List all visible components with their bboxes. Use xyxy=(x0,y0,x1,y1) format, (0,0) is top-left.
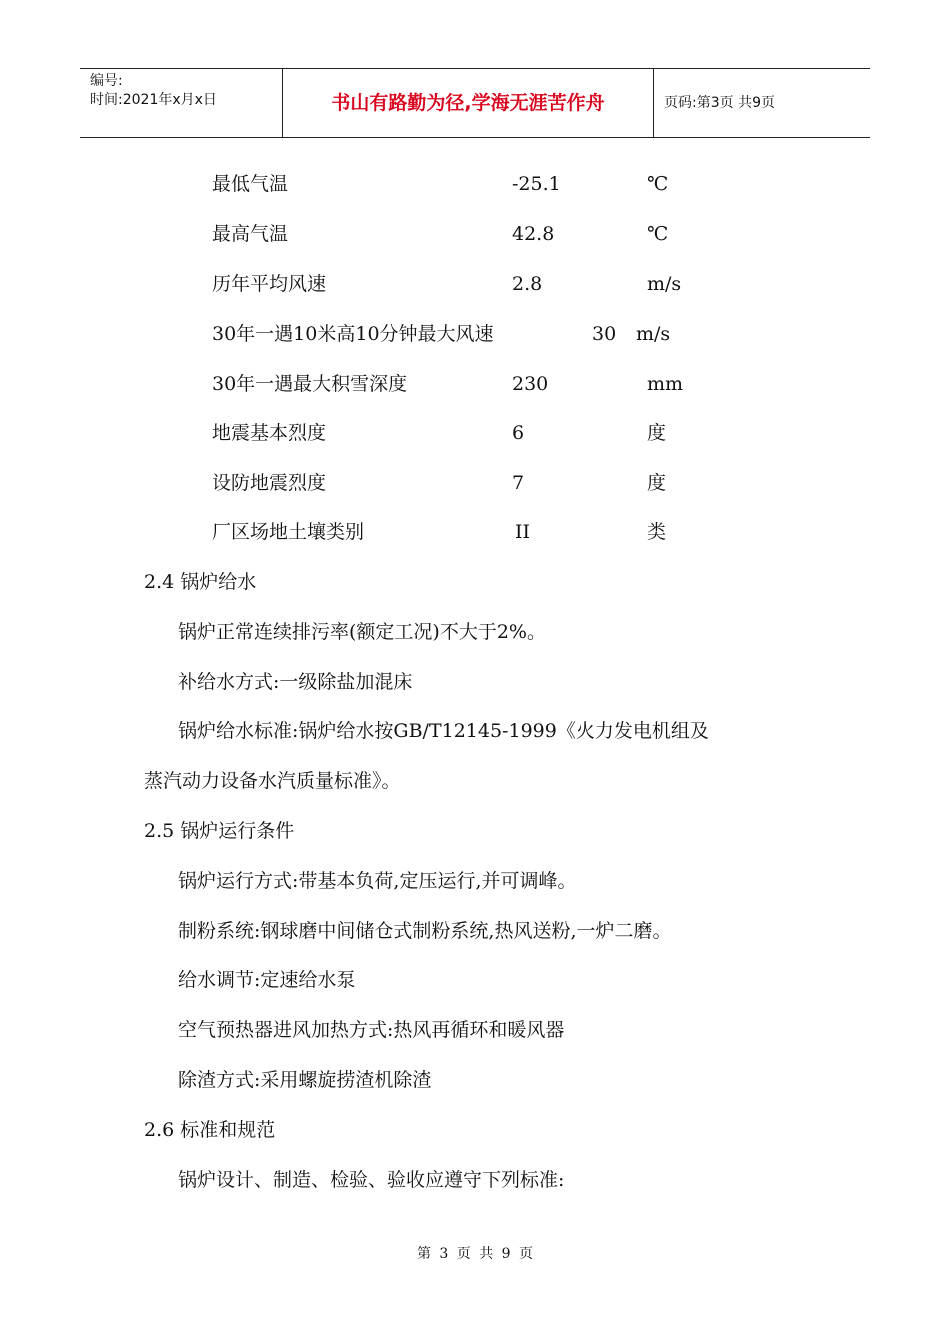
paragraph: 蒸汽动力设备水汽质量标准》。 xyxy=(144,770,401,792)
row-value: -25.1 xyxy=(512,173,561,195)
paragraph: 锅炉设计、制造、检验、验收应遵守下列标准: xyxy=(178,1169,565,1191)
row-unit: ℃ xyxy=(647,173,669,195)
page-header xyxy=(80,68,870,138)
number-label: 编号: xyxy=(90,73,123,89)
row-name: 地震基本烈度 xyxy=(212,422,327,444)
row-name: 最高气温 xyxy=(212,223,289,245)
paragraph: 制粉系统:钢球磨中间储仓式制粉系统,热风送粉,一炉二磨。 xyxy=(178,920,672,942)
row-unit: 度 xyxy=(647,472,667,494)
page-footer: 第 3 页 共 9 页 xyxy=(416,1246,534,1262)
paragraph: 空气预热器进风加热方式:热风再循环和暖风器 xyxy=(178,1019,565,1041)
row-value: 30 xyxy=(592,323,617,345)
row-value: II xyxy=(515,521,531,543)
row-value: 6 xyxy=(512,422,525,444)
paragraph: 补给水方式:一级除盐加混床 xyxy=(178,671,413,693)
row-unit: 类 xyxy=(647,521,667,543)
row-name: 厂区场地土壤类别 xyxy=(212,521,365,543)
row-unit: 度 xyxy=(647,422,667,444)
row-unit: m/s xyxy=(636,323,671,345)
section-heading: 2.6 标准和规范 xyxy=(144,1119,276,1141)
paragraph: 锅炉正常连续排污率(额定工况)不大于2%。 xyxy=(178,621,546,643)
row-name: 30年一遇10米高10分钟最大风速 xyxy=(212,323,494,345)
header-meta xyxy=(80,69,283,137)
header-motto: 书山有路勤为径,学海无涯苦作舟 xyxy=(283,69,654,137)
paragraph: 给水调节:定速给水泵 xyxy=(178,969,356,991)
row-name: 最低气温 xyxy=(212,173,289,195)
header-page-info: 页码:第3页 共9页 xyxy=(664,95,775,111)
row-unit: mm xyxy=(647,373,684,395)
paragraph: 锅炉运行方式:带基本负荷,定压运行,并可调峰。 xyxy=(178,870,577,892)
section-heading: 2.4 锅炉给水 xyxy=(144,571,257,593)
paragraph: 锅炉给水标准:锅炉给水按GB/T12145-1999《火力发电机组及 xyxy=(178,720,709,742)
row-name: 历年平均风速 xyxy=(212,273,327,295)
section-heading: 2.5 锅炉运行条件 xyxy=(144,820,295,842)
row-name: 30年一遇最大积雪深度 xyxy=(212,373,408,395)
paragraph: 除渣方式:采用螺旋捞渣机除渣 xyxy=(178,1069,432,1091)
row-name: 设防地震烈度 xyxy=(212,472,327,494)
row-unit: m/s xyxy=(647,273,682,295)
row-value: 2.8 xyxy=(512,273,543,295)
time-label: 时间:2021年x月x日 xyxy=(90,92,217,108)
row-unit: ℃ xyxy=(647,223,669,245)
row-value: 230 xyxy=(512,373,549,395)
row-value: 42.8 xyxy=(512,223,555,245)
row-value: 7 xyxy=(512,472,525,494)
